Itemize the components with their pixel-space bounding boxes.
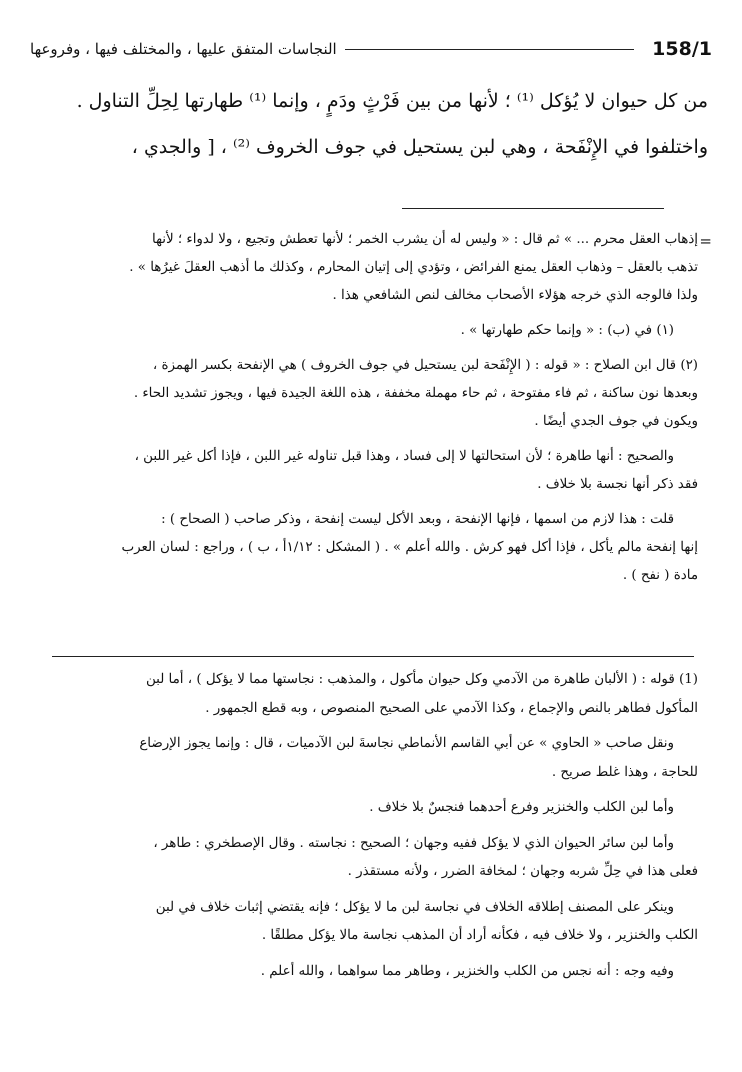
- footnote-line: (٢) قال ابن الصلاح : « قوله : ( الإِنْفَحة لبن يستحيل في جوف الخروف ) هي الإنفحة بكسر الهمزة ،: [152, 358, 698, 373]
- footnote-line: (١) في (ب) : « وإنما حكم طهارتها » .: [460, 323, 674, 338]
- footnote-line: ويكون في جوف الجدي أيضًا .: [534, 414, 698, 429]
- page-number: 158/1: [652, 38, 712, 60]
- continuation-mark: =: [699, 232, 712, 250]
- footnote-line: الكلب والخنزير ، ولا خلاف فيه ، فكأنه أراد أن المذهب نجاسة مالا يؤكل مطلقًا .: [261, 928, 698, 943]
- footnote-line: قلت : هذا لازم من اسمها ، فإنها الإنفحة ، وبعد الأكل ليست إنفحة ، وذكر صاحب ( الصحاح ) :: [161, 512, 674, 527]
- footnotes-section-b: [40, 666, 698, 986]
- footnote-line: وينكر على المصنف إطلاقه الخلاف في نجاسة لبن ما لا يؤكل ؛ فإنه يقتضي إثبات خلاف في لبن: [155, 899, 674, 915]
- footnote-separator: [402, 208, 664, 209]
- footnotes-section-a: [30, 226, 698, 590]
- running-title: النجاسات المتفق عليها ، والمختلف فيها ، وفروعها: [30, 40, 337, 58]
- footnote-line: وأما لبن الكلب والخنزير وفرع أحدهما فنجسٌ بلا خلاف .: [369, 800, 674, 815]
- main-text: [30, 78, 708, 170]
- footnote-line: فقد ذكر أنها نجسة بلا خلاف .: [537, 477, 698, 492]
- main-line: واختلفوا في الإِنْفَحة ، وهي لبن يستحيل في جوف الخروف ⁽²⁾ ، [ والجدي ،: [131, 136, 708, 158]
- header-rule: [345, 49, 634, 50]
- footnote-line: ونقل صاحب « الحاوي » عن أبي القاسم الأنماطي نجاسةَ لبن الآدميات ، قال : وإنما يجوز الإرضاع: [139, 736, 674, 751]
- footnote-line: المأكول فطاهر بالنص والإجماع ، وكذا الآدمي على الصحيح المنصوص ، وبه قطع الجمهور .: [205, 700, 698, 716]
- footnote-line: للحاجة ، وهذا غلط صريح .: [551, 764, 698, 780]
- main-line: من كل حيوان لا يُؤكل ⁽¹⁾ ؛ لأنها من بين فَرْثٍ ودَمٍ ، وإنما ⁽¹⁾ طهارتها لِحِلِّ التناول .: [76, 90, 708, 112]
- footnote-line: وبعدها نون ساكنة ، ثم فاء مفتوحة ، ثم حاء مهملة مخففة ، هذه اللغة الجيدة فيها ، ويجوز تشديد الحاء .: [133, 386, 698, 401]
- footnote-line: وأما لبن سائر الحيوان الذي لا يؤكل ففيه وجهان ؛ الصحيح : نجاسته . وقال الإصطخري : طاهر ،: [153, 835, 674, 851]
- footnote-line: (1) قوله : ( الألبان طاهرة من الآدمي وكل حيوان مأكول ، والمذهب : نجاستها مما لا يؤكل ) ، أما لبن: [145, 672, 698, 687]
- footnote-line: مادة ( نفح ) .: [622, 568, 698, 583]
- page-header: [30, 34, 712, 64]
- footnote-line: ولذا فالوجه الذي خرجه هؤلاء الأصحاب مخالف لنص الشافعي هذا .: [332, 288, 698, 303]
- footnote-line: إنها إنفحة مالم يأكل ، فإذا أكل فهو كرش . والله أعلم » . ( المشكل : ١/١٢أ ، ب ) ، وراجع : لسان العرب: [121, 540, 698, 555]
- footnote-separator-long: [52, 656, 694, 657]
- footnote-line: فعلى هذا في حِلِّ شربه وجهان ؛ لمخافة الضرر ، ولأنه مستقذر .: [347, 864, 698, 879]
- footnote-line: وفيه وجه : أنه نجس من الكلب والخنزير ، وطاهر مما سواهما ، والله أعلم .: [260, 963, 674, 979]
- footnote-line: إذهاب العقل محرم ... » ثم قال : « وليس له أن يشرب الخمر ؛ لأنها تعطش وتجيع ، ولا لدواء ؛ لأنها: [152, 232, 698, 247]
- footnote-line: والصحيح : أنها طاهرة ؛ لأن استحالتها لا إلى فساد ، وهذا قبل تناوله غير اللبن ، فإذا أكل غير اللبن ،: [134, 449, 674, 464]
- footnote-line: تذهب بالعقل – وذهاب العقل يمنع الفرائض ، وتؤدي إلى إتيان المحارم ، وكذلك ما أذهب العقلَ غيرُها » .: [129, 260, 698, 275]
